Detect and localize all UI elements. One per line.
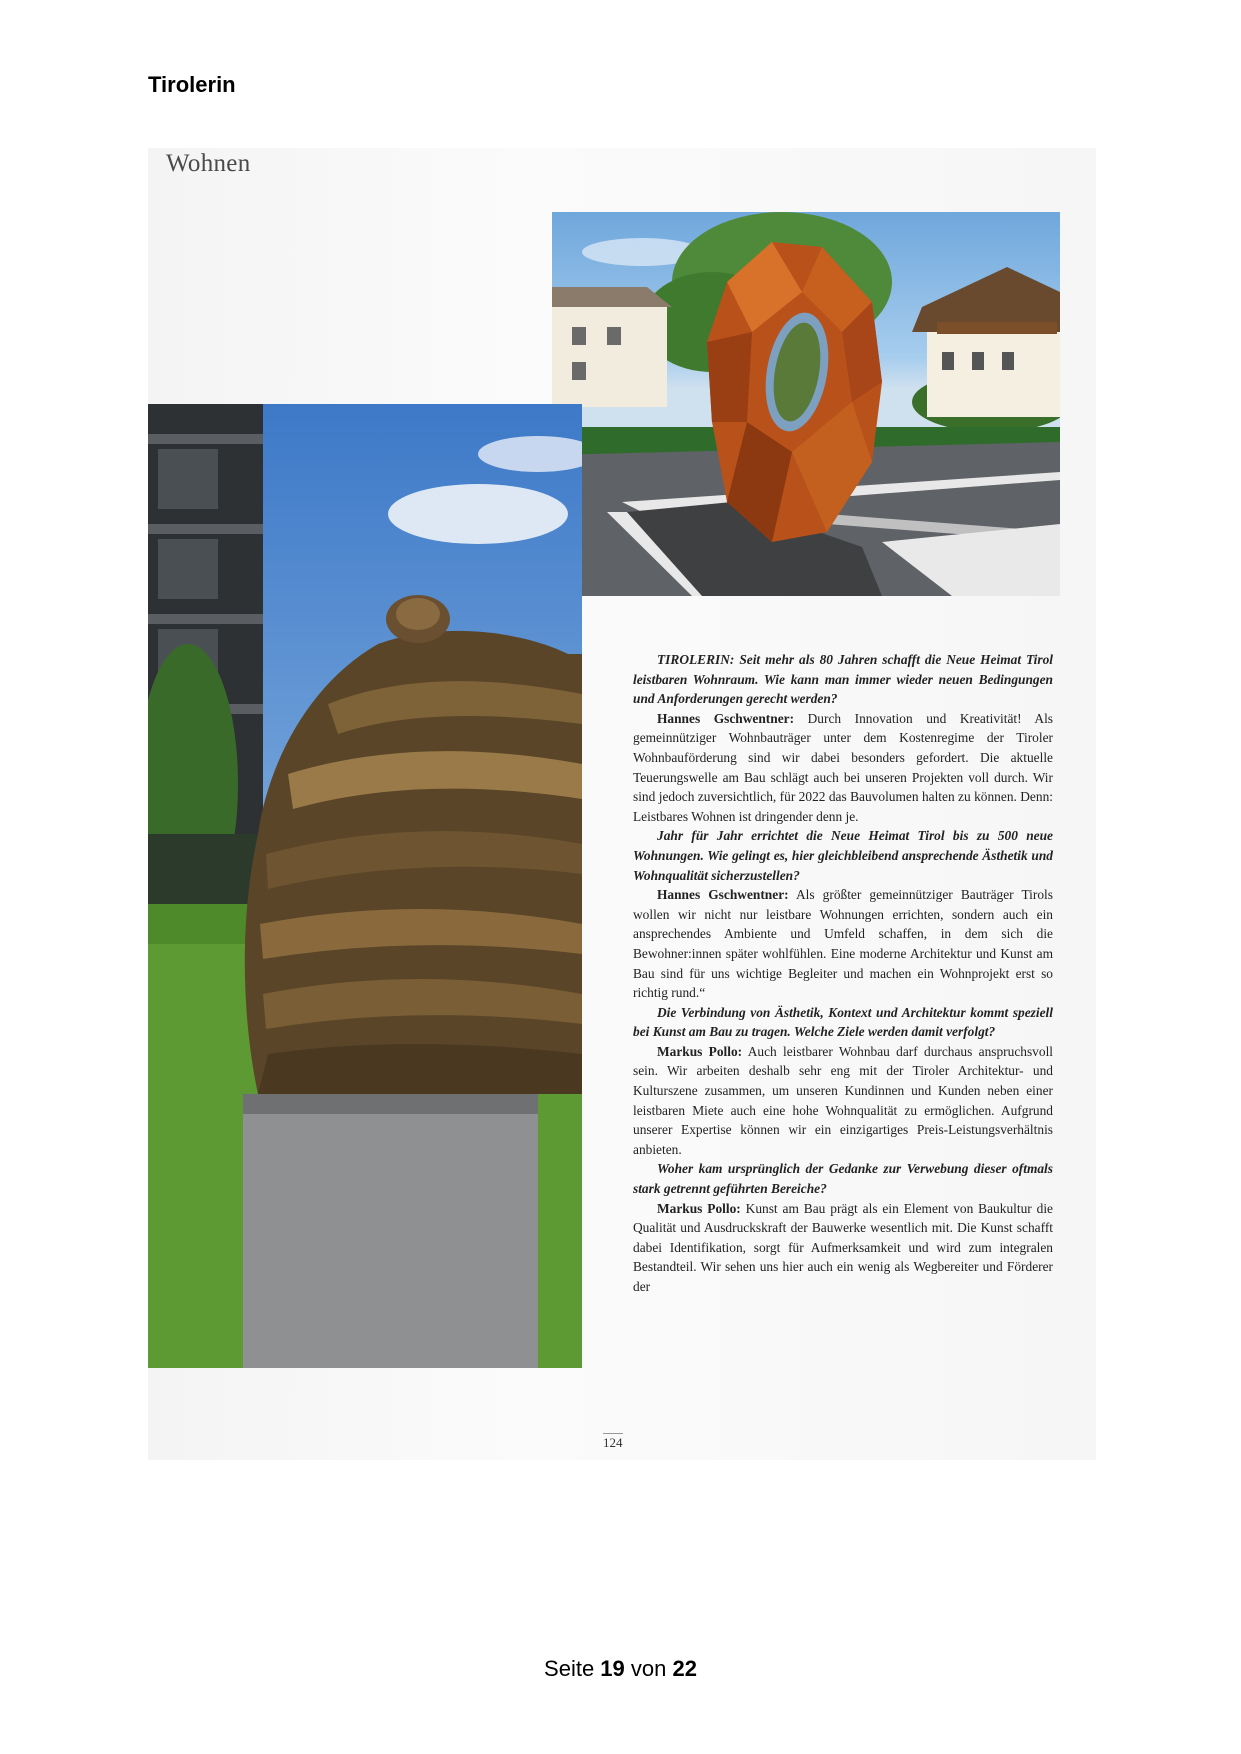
- orange-sculpture-illustration: [552, 212, 1060, 596]
- interview-question-1: [633, 650, 1053, 709]
- speaker-name: Markus Pollo:: [657, 1200, 741, 1216]
- page-footer: [0, 1656, 1241, 1682]
- interview-answer-4: [633, 1199, 1053, 1297]
- speaker-name: Hannes Gschwentner:: [657, 710, 795, 726]
- speaker-name: Markus Pollo:: [657, 1043, 743, 1059]
- interview-question-4: Woher kam ursprünglich der Gedanke zur Verwebung dieser oftmals stark getrennt geführten Bereiche?: [633, 1161, 1053, 1197]
- answer-text: Als größter gemeinnütziger Bauträger Tirols wollen wir nicht nur leistbare Wohnungen errichten, sondern auch ein ansprechendes Ambiente und Umfeld schaffen, in dem sich die Bewohner:innen später wohlfühlen. Eine moderne Architektur und Kunst am Bau sind für uns wichtige Begleiter und machen ein Wohnprojekt erst so richtig rund.“: [633, 887, 1053, 1001]
- answer-text: Kunst am Bau prägt als ein Element von Baukultur die Qualität und Ausdruckskraft der Bauwerke wesentlich mit. Die Kunst schafft dabei Identifikation, sorgt für Aufmerksamkeit und wird zum integralen Bestandteil. Wir sehen uns hier auch ein wenig als Wegbereiter und Förderer der: [633, 1200, 1053, 1294]
- interview-article: [633, 650, 1053, 1297]
- sculpture-photo-orange: [552, 212, 1060, 596]
- question-text: Seit mehr als 80 Jahren schafft die Neue Heimat Tirol leistbaren Wohnraum. Wie kann man immer wieder neuen Bedingungen und Anforderungen gerecht werden?: [633, 652, 1053, 707]
- footer-prefix: Seite: [544, 1656, 601, 1681]
- interview-answer-3: [633, 1042, 1053, 1160]
- document-header-title: Tirolerin: [148, 72, 236, 97]
- total-page-count: 22: [672, 1656, 697, 1681]
- magazine-page-scan: [148, 148, 1096, 1460]
- footer-middle: von: [624, 1656, 673, 1681]
- current-page-number: 19: [600, 1656, 625, 1681]
- interview-question-2: Jahr für Jahr errichtet die Neue Heimat Tirol bis zu 500 neue Wohnungen. Wie gelingt es, hier gleichbleibend ansprechende Ästhetik und Wohnqualität sicherzustellen?: [633, 828, 1053, 883]
- answer-text: Auch leistbarer Wohnbau darf durchaus anspruchsvoll sein. Wir arbeiten deshalb sehr eng mit der Tiroler Architektur- und Kulturszene zusammen, um unseren Kundinnen und Kunden neben einer leistbaren Miete auch eine hohe Wohnqualität zu ermöglichen. Aufgrund unserer Expertise können wir ein einzigartiges Preis-Leistungsverhältnis anbieten.: [633, 1043, 1054, 1157]
- interview-answer-1: [633, 709, 1053, 827]
- interviewer-label: TIROLERIN:: [657, 652, 735, 667]
- section-label: Wohnen: [166, 150, 251, 177]
- magazine-page-number: 124: [603, 1435, 623, 1450]
- answer-text: Durch Innovation und Kreativität! Als gemeinnütziger Wohnbauträger unter dem Kostenregime der Tiroler Wohnbauförderung sind wir dabei besonders gefordert. Die aktuelle Teuerungswelle am Bau schlägt auch bei unseren Projekten voll durch. Wir sind jedoch zuversichtlich, für 2022 das Bauvolumen halten zu können. Denn: Leistbares Wohnen ist dringender denn je.: [633, 710, 1053, 824]
- speaker-name: Hannes Gschwentner:: [657, 887, 789, 903]
- interview-question-3: Die Verbindung von Ästhetik, Kontext und Architektur kommt speziell bei Kunst am Bau zu tragen. Welche Ziele werden damit verfolgt?: [633, 1004, 1053, 1040]
- interview-answer-2: [633, 885, 1053, 1003]
- sculpture-photo-bronze: [148, 404, 582, 1368]
- bronze-sculpture-illustration: [148, 404, 582, 1368]
